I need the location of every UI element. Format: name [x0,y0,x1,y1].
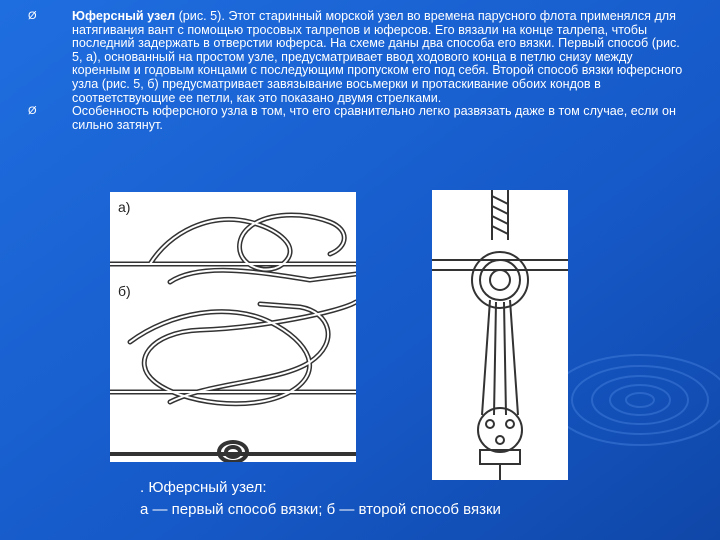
figure-caption [140,477,501,521]
deadeye-rigging-drawing [432,190,568,480]
bullet-text: Особенность юферсного узла в том, что его сравнительно легко развязать даже в том случае, если он сильно затянут. [72,104,676,132]
bullet-list [28,10,688,132]
rope-drawing [432,190,568,480]
finished-knot-drawing [110,442,356,462]
bullet-text: (рис. 5). Этот старинный морской узел во времена парусного флота применялся для натягивания вант с помощью тросовых талрепов и юферсов. Его вязали на конце талрепа, чтобы последний задержать в отверстии юферса. На схеме даны два способа его вязки. Первый способ (рис. 5, а), основанный на простом узле, предусматривает ввод ходового конца в петлю снизу между коренным и годовым концами с последующим пропуском его под себя. Второй способ вязки юферсного узла (рис. 5, б) предусматривает завязывание восьмерки и протаскивание обоих кондов в соответствующие ее петли, как это показано двумя стрелками. [72,9,683,105]
arrow-bullet-icon: Ø [28,105,37,118]
bullet-item [28,105,688,132]
label-b: б) [118,283,131,299]
bullet-term: Юферсный узел [72,9,176,23]
caption-line-1: . Юферсный узел: [140,479,267,496]
arrow-bullet-icon: Ø [28,10,37,22]
bullet-item [28,10,688,105]
knot-diagram-methods [110,192,356,462]
knot-a-drawing [110,215,356,282]
label-a: а) [118,199,131,215]
caption-line-2: а — первый способ вязки; б — второй способ вязки [140,501,501,518]
